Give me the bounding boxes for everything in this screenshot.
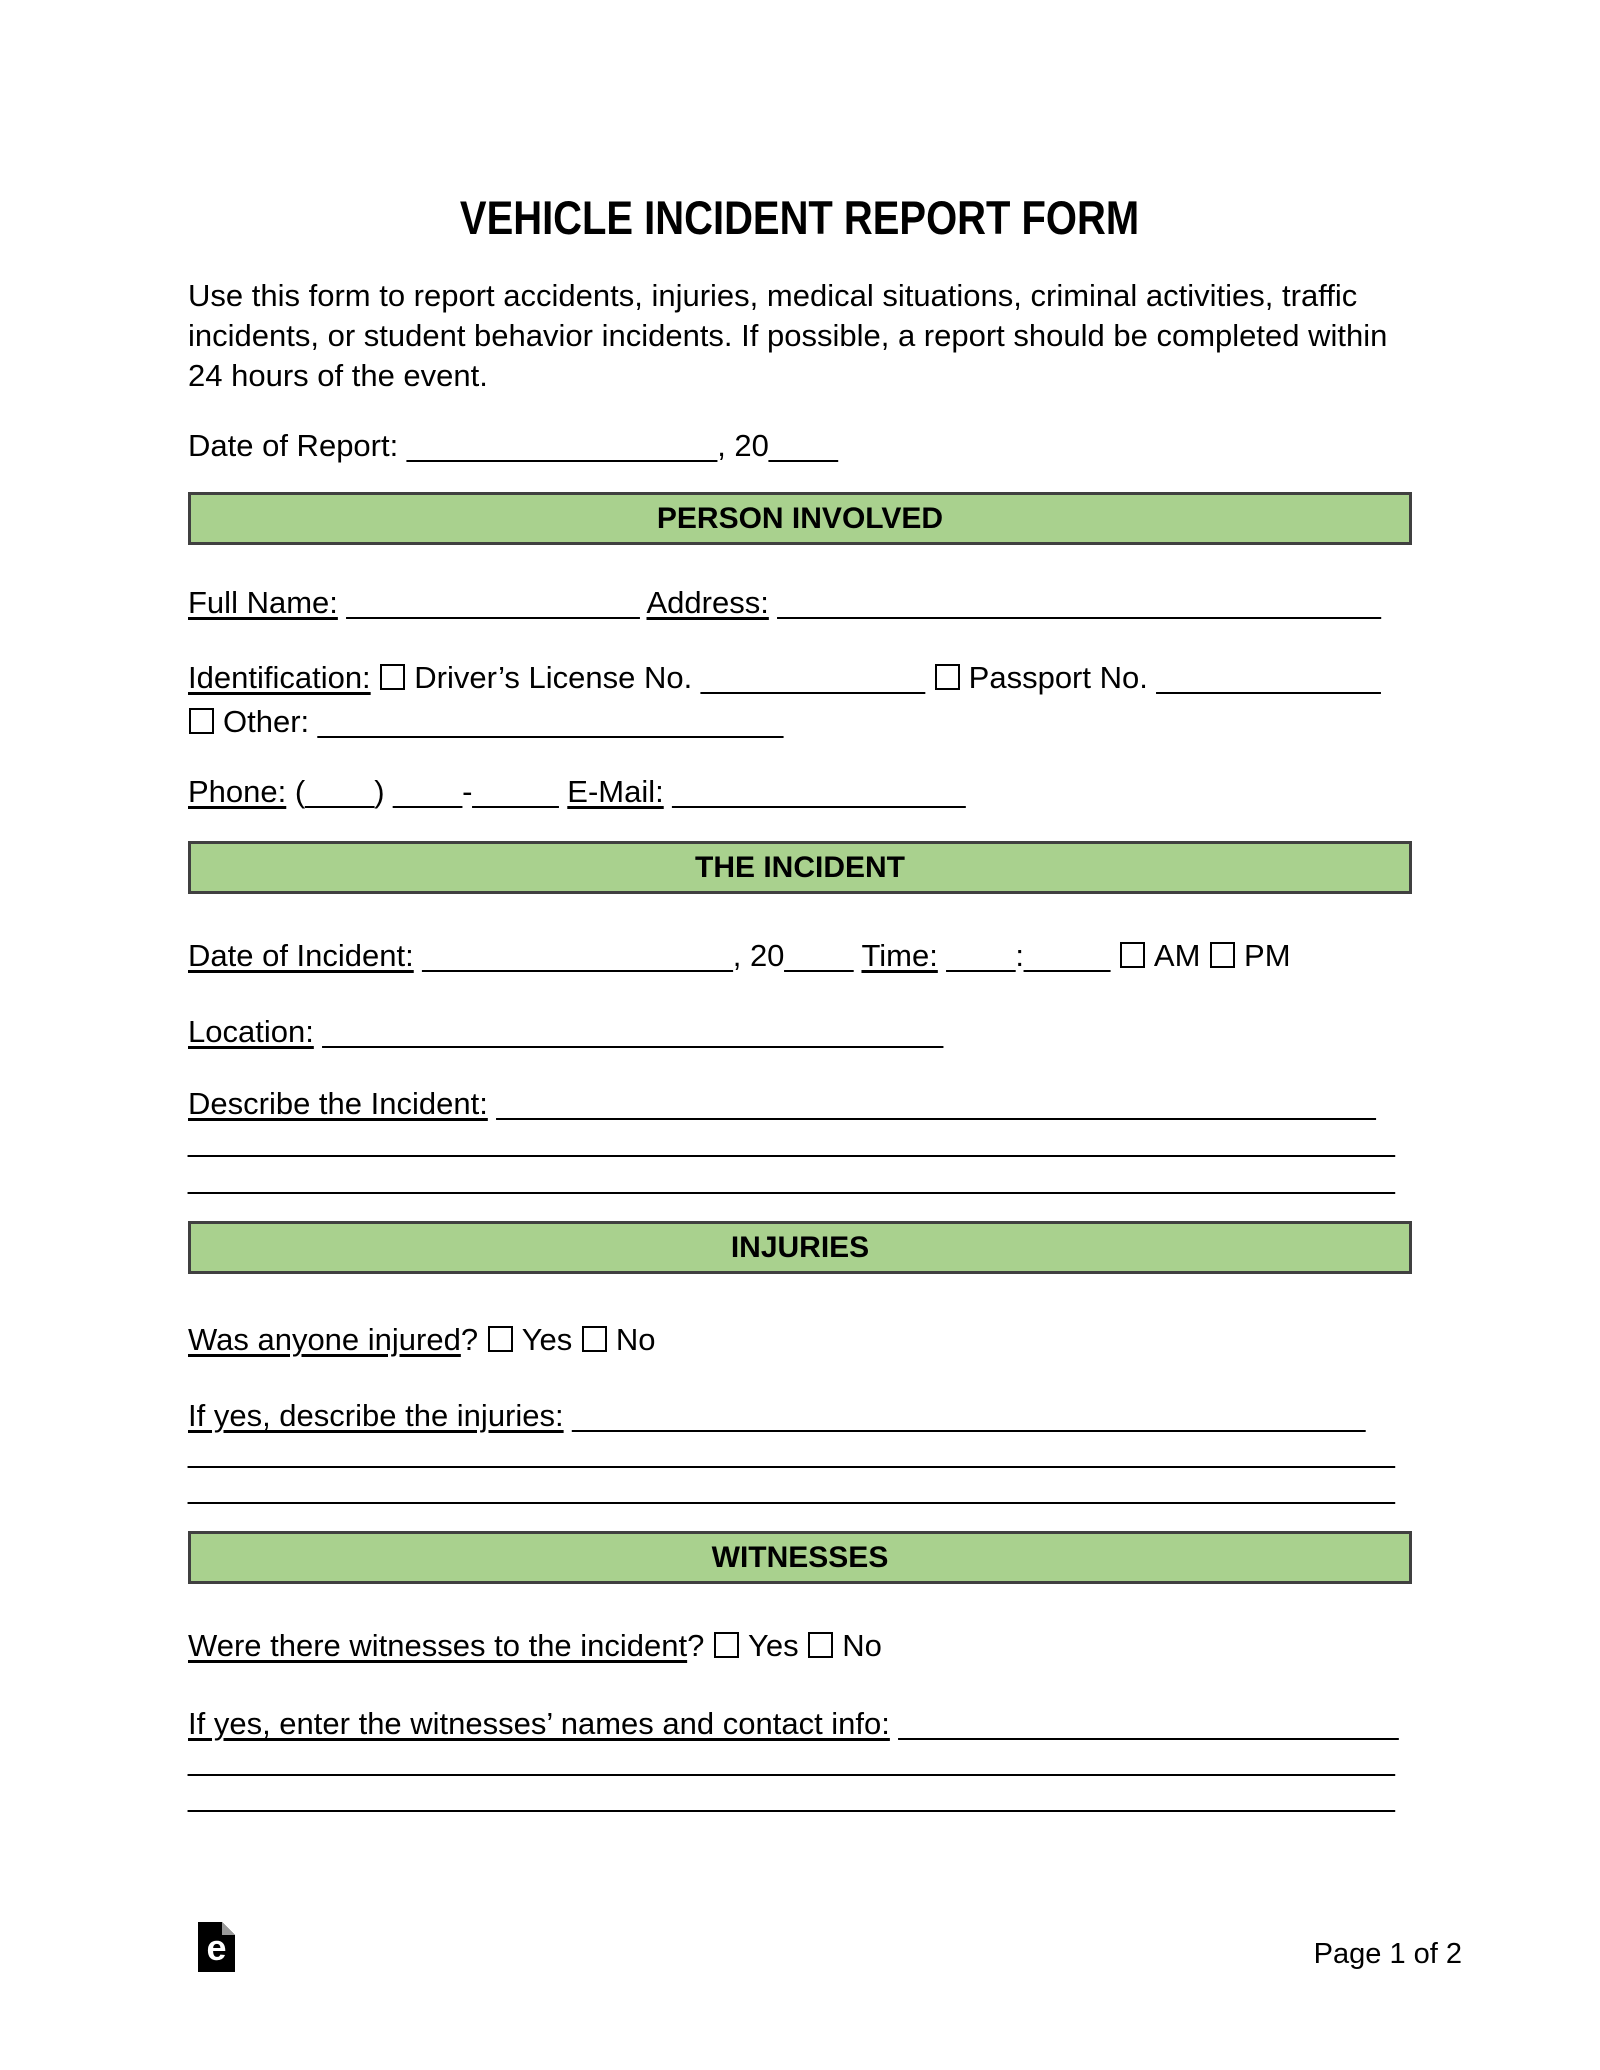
injured-question-mark: ?	[460, 1322, 479, 1357]
witnesses-info-blank[interactable]: _____________________________	[898, 1706, 1399, 1741]
incident-date-time-line	[188, 938, 1412, 974]
title-row	[0, 190, 1600, 245]
describe-incident-blank[interactable]: ___________________________________________________	[496, 1086, 1376, 1121]
report-date-line	[188, 428, 1412, 464]
other-label: Other:	[223, 704, 310, 739]
checkbox-pm[interactable]	[1210, 942, 1235, 968]
time-hour-blank[interactable]: ____	[946, 938, 1016, 973]
injuries-describe-label: If yes, describe the injuries:	[188, 1398, 564, 1433]
witnesses-info-line-2[interactable]: ______________________________________________________________________	[188, 1742, 1395, 1777]
identification-line	[188, 660, 1412, 696]
passport-blank[interactable]: _____________	[1156, 660, 1381, 695]
injured-yes-label: Yes	[521, 1322, 573, 1357]
report-year-prefix: , 20	[717, 428, 769, 463]
time-minute-blank[interactable]: _____	[1024, 938, 1111, 973]
intro-line-3: 24 hours of the event.	[188, 358, 488, 393]
describe-incident-line-1	[188, 1085, 1412, 1122]
section-header-witnesses-label: WITNESSES	[711, 1541, 889, 1574]
injuries-describe-blank[interactable]: ______________________________________________	[572, 1398, 1366, 1433]
time-colon: :	[1015, 938, 1025, 973]
checkbox-witnesses-yes[interactable]	[714, 1632, 739, 1658]
injuries-describe-line-3[interactable]: ______________________________________________________________________	[188, 1470, 1395, 1505]
incident-year-prefix: , 20	[732, 938, 785, 973]
section-header-the-incident	[188, 841, 1412, 894]
checkbox-injured-yes[interactable]	[488, 1326, 513, 1352]
location-blank[interactable]: ____________________________________	[322, 1014, 944, 1049]
phone-label: Phone:	[188, 774, 287, 809]
address-blank[interactable]: ___________________________________	[777, 585, 1381, 620]
intro-line-2: incidents, or student behavior incidents. If possible, a report should be completed within	[188, 318, 1388, 353]
witnesses-question-mark: ?	[687, 1628, 705, 1663]
section-header-the-incident-label: THE INCIDENT	[695, 851, 905, 884]
injured-question-line	[188, 1322, 1412, 1358]
witnesses-info-line-3[interactable]: ______________________________________________________________________	[188, 1778, 1395, 1813]
checkbox-drivers-license[interactable]	[380, 664, 405, 690]
phone-email-line	[188, 774, 1412, 810]
address-label: Address:	[646, 585, 769, 620]
phone-close-paren: )	[374, 774, 385, 809]
full-name-label: Full Name:	[188, 585, 338, 620]
describe-incident-line-3[interactable]: ______________________________________________________________________	[188, 1160, 1395, 1195]
witnesses-question-label: Were there witnesses to the incident	[188, 1628, 688, 1663]
report-date-label: Date of Report:	[188, 428, 399, 463]
incident-date-blank[interactable]: __________________	[422, 938, 733, 973]
drivers-license-label: Driver’s License No.	[414, 660, 693, 695]
section-header-person-involved-label: PERSON INVOLVED	[656, 502, 944, 535]
identification-label: Identification:	[188, 660, 371, 695]
section-header-person-involved	[188, 492, 1412, 545]
am-label: AM	[1153, 938, 1201, 973]
location-label: Location:	[188, 1014, 314, 1049]
witnesses-info-line-1	[188, 1706, 1412, 1742]
phone-open-paren: (	[294, 774, 306, 809]
incident-year-blank[interactable]: ____	[784, 938, 854, 973]
email-blank[interactable]: _________________	[672, 774, 966, 809]
phone-prefix-blank[interactable]: ____	[393, 774, 463, 809]
drivers-license-blank[interactable]: _____________	[700, 660, 926, 695]
intro-line-1: Use this form to report accidents, injuries, medical situations, criminal activities, traffic	[188, 278, 1358, 313]
injuries-describe-block	[188, 1398, 1412, 1506]
injuries-describe-line-1	[188, 1398, 1412, 1434]
intro-paragraph	[188, 276, 1428, 396]
checkbox-other[interactable]	[189, 708, 214, 734]
report-year-blank[interactable]: ____	[768, 428, 838, 463]
phone-area-blank[interactable]: ____	[305, 774, 375, 809]
witnesses-info-label: If yes, enter the witnesses’ names and contact info:	[188, 1706, 890, 1741]
page-number: Page 1 of 2	[1313, 1938, 1462, 1970]
describe-incident-label: Describe the Incident:	[188, 1086, 488, 1121]
pm-label: PM	[1244, 938, 1291, 973]
eforms-logo-letter: e	[206, 1927, 227, 1968]
identification-other-line	[188, 704, 1412, 740]
injured-no-label: No	[615, 1322, 656, 1357]
full-name-address-line	[188, 585, 1412, 621]
email-label: E-Mail:	[567, 774, 664, 809]
checkbox-passport[interactable]	[935, 664, 960, 690]
time-label: Time:	[861, 938, 938, 973]
phone-dash: -	[462, 774, 473, 809]
witnesses-question-line	[188, 1628, 1412, 1664]
incident-date-label: Date of Incident:	[188, 938, 414, 973]
witnesses-info-block	[188, 1706, 1412, 1814]
describe-incident-block	[188, 1085, 1412, 1196]
phone-line-blank[interactable]: _____	[472, 774, 559, 809]
other-blank[interactable]: ___________________________	[317, 704, 784, 739]
injuries-describe-line-2[interactable]: ______________________________________________________________________	[188, 1434, 1395, 1469]
checkbox-am[interactable]	[1120, 942, 1145, 968]
describe-incident-line-2[interactable]: ______________________________________________________________________	[188, 1123, 1395, 1158]
page-title: VEHICLE INCIDENT REPORT FORM	[460, 191, 1140, 244]
witnesses-no-label: No	[842, 1628, 882, 1663]
injured-question-label: Was anyone injured	[188, 1322, 461, 1357]
checkbox-injured-no[interactable]	[582, 1326, 607, 1352]
section-header-injuries-label: INJURIES	[730, 1231, 870, 1264]
passport-label: Passport No.	[968, 660, 1148, 695]
section-header-witnesses	[188, 1531, 1412, 1584]
full-name-blank[interactable]: _________________	[346, 585, 640, 620]
checkbox-witnesses-no[interactable]	[808, 1632, 833, 1658]
report-date-blank[interactable]: __________________	[406, 428, 718, 463]
location-line	[188, 1014, 1412, 1050]
section-header-injuries	[188, 1221, 1412, 1274]
witnesses-yes-label: Yes	[748, 1628, 799, 1663]
